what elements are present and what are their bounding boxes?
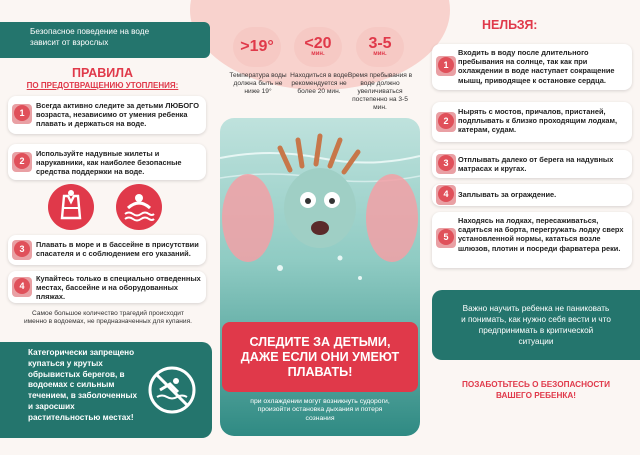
forbid-item-4 — [432, 184, 632, 206]
teach-box — [432, 290, 640, 360]
life-vest-icon — [48, 184, 94, 230]
rule-item-3 — [8, 235, 206, 265]
forbid-text: Находясь на лодках, пересаживаться, садиться на борта, перегружать лодку сверх установленной нормы, кататься возле шлюзов, плотин и посреди фарватера реки. — [458, 216, 624, 253]
forbid-number: 4 — [438, 186, 454, 202]
stat-increment-value — [356, 27, 404, 67]
forbid-num-bg — [436, 56, 456, 76]
center-note: при охлаждении могут возникнуть судороги, произойти остановка дыхания и потеря сознания — [250, 398, 390, 422]
rule-num-bg — [12, 277, 32, 297]
forbid-num-bg — [436, 185, 456, 205]
stat-duration-number: <20 — [304, 34, 332, 52]
teach-text: Важно научить ребенка не паниковать и понимать, как нужно себя вести и что предпринимать в критической ситуации — [461, 304, 611, 346]
stat-temperature-value: >19° — [233, 27, 281, 67]
header-left-box — [0, 22, 210, 58]
rule-text: Используйте надувные жилеты и нарукавники, как наиболее безопасные средства поддержки на воде. — [36, 149, 182, 177]
rule-number: 4 — [14, 278, 30, 294]
forbid-text: Входить в воду после длительного пребывания на солнце, так как при охлаждении в воде наступает сокращение мышц, приводящее к остановке сердца. — [458, 48, 615, 85]
forbid-title: НЕЛЬЗЯ: — [482, 18, 538, 32]
forbid-num-bg — [436, 228, 456, 248]
forbid-number: 2 — [438, 113, 454, 129]
forbid-text: Нырять с мостов, причалов, пристаней, подплывать к близко проходящим лодкам, катерам, судам. — [458, 107, 618, 135]
forbid-number: 5 — [438, 229, 454, 245]
forbid-text: Отплывать далеко от берега на надувных матрасах и кругах. — [458, 155, 614, 174]
forbid-num-bg — [436, 154, 456, 174]
forbid-text: Заплывать за ограждение. — [458, 190, 557, 199]
rule-number: 2 — [14, 153, 30, 169]
stat-duration-caption: Находиться в воде рекомендуется не более 20 мин. — [290, 72, 348, 95]
rule-number: 3 — [14, 241, 30, 257]
rule-item-1 — [8, 96, 206, 134]
stat-increment-number: 3-5 — [368, 34, 392, 52]
forbid-item-5 — [432, 212, 632, 268]
center-banner-box — [222, 322, 418, 392]
footer-right: ПОЗАБОТЬТЕСЬ О БЕЗОПАСНОСТИ ВАШЕГО РЕБЕНКА! — [462, 380, 610, 400]
header-left-text: Безопасное поведение на воде зависит от взрослых — [30, 27, 150, 47]
forbid-num-bg — [436, 112, 456, 132]
rule-num-bg — [12, 240, 32, 260]
stat-duration-value — [294, 27, 342, 67]
no-swimming-icon — [146, 364, 198, 416]
rule-num-bg — [12, 152, 32, 172]
forbid-number: 3 — [438, 155, 454, 171]
rule-text: Плавать в море и в бассейне в присутствии спасателя и с соблюдением его указаний. — [36, 240, 199, 259]
forbid-item-1 — [432, 44, 632, 90]
stat-increment-caption: Время пребывания в воде должно увеличиваться постепенно на 3-5 мин. — [347, 72, 413, 111]
rule-item-4 — [8, 271, 206, 303]
forbid-item-2 — [432, 102, 632, 142]
center-banner-text: СЛЕДИТЕ ЗА ДЕТЬМИ, ДАЖЕ ЕСЛИ ОНИ УМЕЮТ ПЛАВАТЬ! — [240, 334, 400, 379]
rules-note: Самое большое количество трагедий происходит именно в водоемах, не предназначенных для купания. — [23, 310, 193, 325]
stat-increment-unit: мин. — [373, 50, 387, 57]
life-ring-swimmer-icon — [116, 184, 162, 230]
rule-text: Всегда активно следите за детьми ЛЮБОГО возраста, независимо от умения ребенка плавать и держаться на воде. — [36, 101, 199, 129]
forbidden-swim-box — [0, 342, 212, 438]
rules-subtitle: ПО ПРЕДОТВРАЩЕНИЮ УТОПЛЕНИЯ: — [26, 81, 179, 90]
rule-item-2 — [8, 144, 206, 180]
forbid-number: 1 — [438, 57, 454, 73]
rules-title: ПРАВИЛА — [71, 66, 134, 80]
rule-number: 1 — [14, 105, 30, 121]
forbidden-swim-text: Категорически запрещено купаться у крутых обрывистых берегов, в водоемах с сильным течением, в заболоченных и заросших растительностью местах! — [28, 348, 138, 422]
rule-num-bg — [12, 104, 32, 124]
stat-temperature-caption: Температура воды должна быть не ниже 19° — [229, 72, 287, 95]
rule-text: Купайтесь только в специально отведенных местах, бассейне и на оборудованных пляжах. — [36, 274, 201, 302]
stat-duration-unit: мин. — [311, 50, 325, 57]
forbid-item-3 — [432, 150, 632, 178]
